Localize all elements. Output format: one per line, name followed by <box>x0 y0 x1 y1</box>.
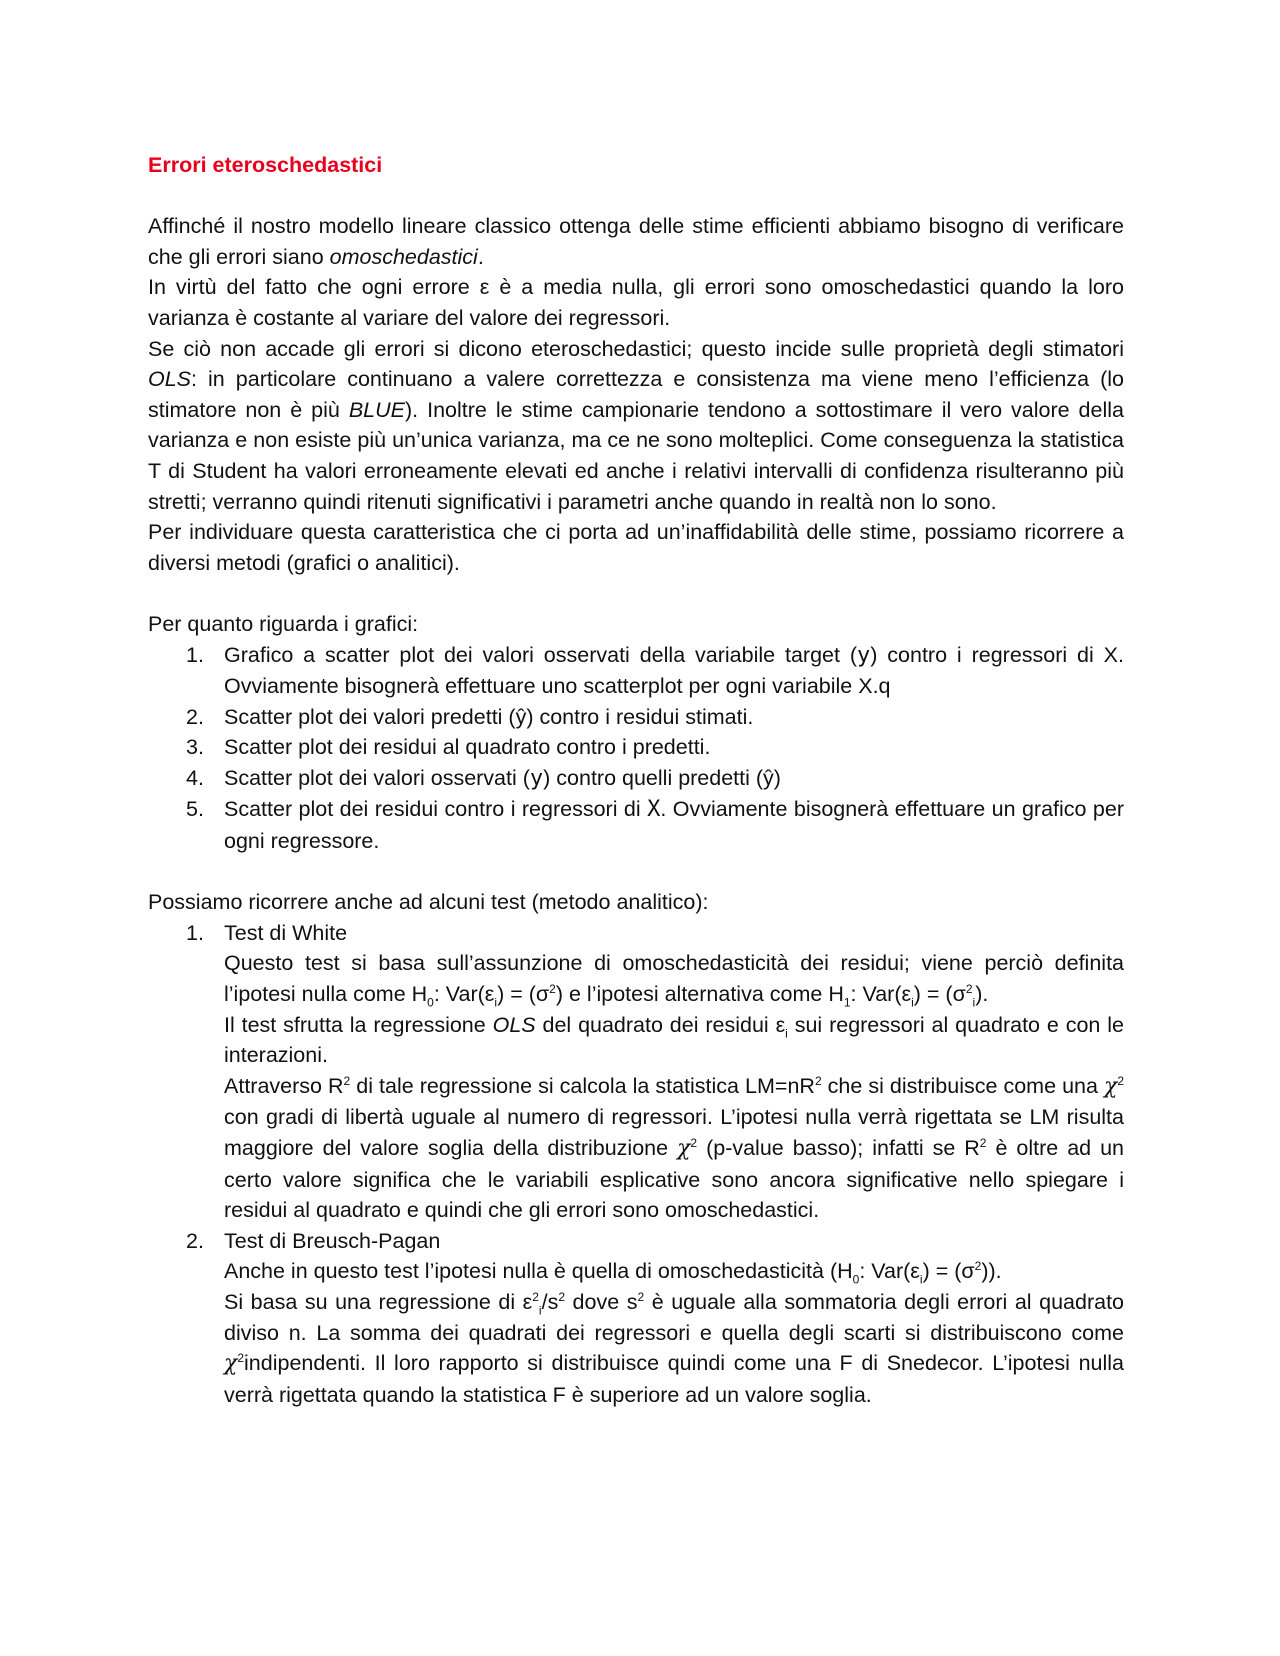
list-item: 1. Grafico a scatter plot dei valori osservati della variabile target (y) contro i regressori di X. Ovviamente bisognerà effettuare uno scatterplot per ogni variabile X.q <box>186 642 1124 699</box>
test-white-name: Test di White <box>224 920 348 945</box>
intro-paragraph-1: Affinché il nostro modello lineare classico ottenga delle stime efficienti abbiamo bisogno di verificare che gli errori siano omoschedastici. <box>148 214 1124 269</box>
test-white-statistic: Attraverso $R^2$ di tale regressione si calcola la statistica $LM=nR^2$ che si distribuisce come una $\chi^2$ con gradi di libertà uguale al numero di regressori. L’ipotesi nulla verrà rigettata se LM risulta maggiore del valore soglia della distribuzione $\chi^2$ (p-value basso); infatti se $R^2$ è oltre ad un certo valore significa che le variabili esplicative sono ancora significative nello spiegare i residui al quadrato e quindi che gli errori sono omoschedastici. <box>224 1073 1125 1223</box>
page-title: Errori eteroschedastici <box>148 153 383 177</box>
grafici-heading: Per quanto riguarda i grafici: <box>148 611 419 636</box>
list-item: 2. Scatter plot dei valori predetti (ŷ) contro i residui stimati. <box>186 704 754 729</box>
test-list <box>148 918 1124 1411</box>
list-item: 5. Scatter plot dei residui contro i regressori di X. Ovviamente bisognerà effettuare un grafico per ogni regressore. <box>186 797 1124 854</box>
intro-paragraph-4: Per individuare questa caratteristica che ci porta ad un’inaffidabilità delle stime, possiamo ricorrere a diversi metodi (grafici o analitici). <box>148 520 1124 575</box>
test-white-item: 1. Test di White Questo test si basa sull’assunzione di omoschedasticità dei residui; viene perciò definita l’ipotesi nulla come $H_0$: $Var(\varepsilon_i) = (\sigma^2)$ e l’ipotesi alternativa come $H_1$: $Var(\varepsilon_i) = (\sigma^2_i)$. Il test sfrutta la regressione OLS del quadrato dei residui $\varepsilon_i$ sui regressori al quadrato e con le interazioni. Attraverso $R^2$ di tale regressione si calcola la statistica $LM=nR^2$ che si distribuisce come una $\chi^2$ con gradi di libertà uguale al numero di regressori. L’ipotesi nulla verrà rigettata se LM risulta maggiore del valore soglia della distribuzione $\chi^2$ (p-value basso); infatti se $R^2$ è oltre ad un certo valore significa che le variabili esplicative sono ancora significative nello spiegare i residui al quadrato e quindi che gli errori sono omoschedastici. <box>148 918 1124 1226</box>
test-white-regression: Il test sfrutta la regressione OLS del quadrato dei residui $\varepsilon_i$ sui regressori al quadrato e con le interazioni. <box>224 1012 1124 1068</box>
intro-paragraph-3: Se ciò non accade gli errori si dicono eteroschedastici; questo incide sulle proprietà degli stimatori OLS: in particolare continuano a valere correttezza e consistenza ma viene meno l’efficienza (lo stimatore non è più BLUE). Inoltre le stime campionarie tendono a sottostimare il vero valore della varianza e non esiste più un’unica varianza, ma ce ne sono molteplici. Come conseguenza la statistica T di Student ha valori erroneamente elevati ed anche i relativi intervalli di confidenza risulteranno più stretti; verranno quindi ritenuti significativi i parametri anche quando in realtà non lo sono. <box>148 336 1124 514</box>
intro-paragraph-2: In virtù del fatto che ogni errore ε è a media nulla, gli errori sono omoschedastici quando la loro varianza è costante al variare del valore dei regressori. <box>148 275 1124 330</box>
test-bp-item: 2. Test di Breusch-Pagan Anche in questo test l’ipotesi nulla è quella di omoschedasticità ($H_0$: $Var(\varepsilon_i) = (\sigma^2)$). Si basa su una regressione di $\varepsilon^2_i/s^2$ dove $s^2$ è uguale alla sommatoria degli errori al quadrato diviso n. La somma dei quadrati dei regressori e quella degli scarti si distribuiscono come $\chi^2indipendenti$. Il loro rapporto si distribuisce quindi come una F di Snedecor. L’ipotesi nulla verrà rigettata quando la statistica F è superiore ad un valore soglia. <box>148 1226 1124 1411</box>
list-item: 3. Scatter plot dei residui al quadrato contro i predetti. <box>186 735 711 760</box>
list-item: 4. Scatter plot dei valori osservati (y) contro quelli predetti (ŷ) <box>186 765 781 791</box>
grafici-list <box>148 640 1124 857</box>
test-bp-name: Test di Breusch-Pagan <box>224 1228 441 1253</box>
test-bp-regression: Si basa su una regressione di $\varepsilon^2_i/s^2$ dove $s^2$ è uguale alla sommatoria degli errori al quadrato diviso n. La somma dei quadrati dei regressori e quella degli scarti si distribuiscono come $\chi^2indipendenti$. Il loro rapporto si distribuisce quindi come una F di Snedecor. L’ipotesi nulla verrà rigettata quando la statistica F è superiore ad un valore soglia. <box>224 1289 1124 1407</box>
test-heading: Possiamo ricorrere anche ad alcuni test (metodo analitico): <box>148 890 709 915</box>
test-bp-hypothesis: Anche in questo test l’ipotesi nulla è quella di omoschedasticità ($H_0$: $Var(\varepsilon_i) = (\sigma^2)$). <box>224 1259 1002 1287</box>
document-page <box>148 150 1124 1410</box>
test-white-hypothesis: Questo test si basa sull’assunzione di omoschedasticità dei residui; viene perciò definita l’ipotesi nulla come $H_0$: $Var(\varepsilon_i) = (\sigma^2)$ e l’ipotesi alternativa come $H_1$: $Var(\varepsilon_i) = (\sigma^2_i)$. <box>224 951 1124 1010</box>
